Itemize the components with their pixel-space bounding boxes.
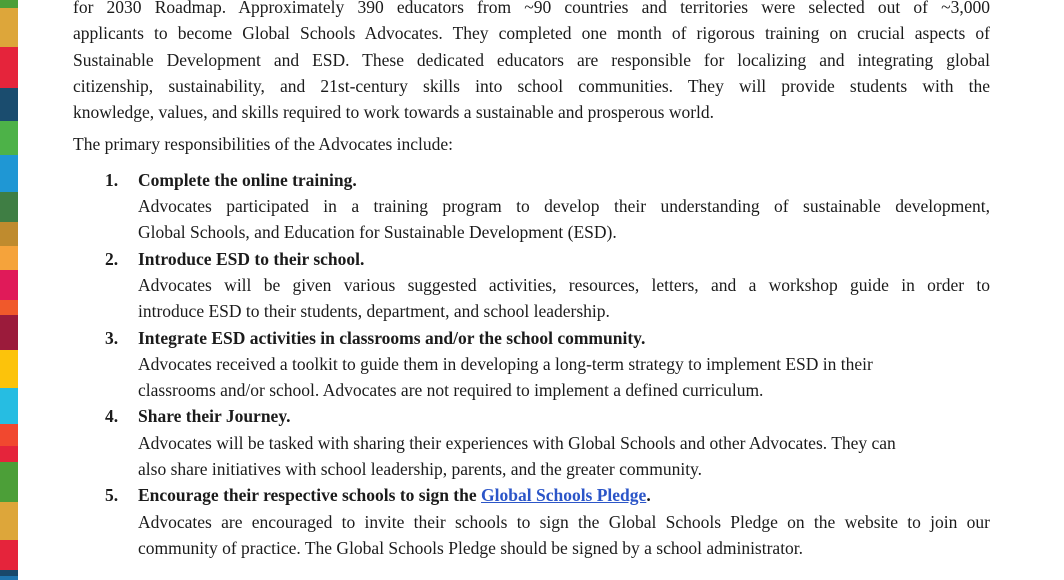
sdg-strip-block [0, 121, 18, 155]
list-item [73, 482, 990, 561]
item-number: 1. [105, 169, 119, 190]
item-body-line: Advocates will be tasked with sharing their experiences with Global Schools and other Advocates. They can [138, 432, 896, 453]
sdg-strip-block [0, 462, 18, 502]
sdg-strip-block [0, 8, 18, 47]
item-number: 2. [105, 248, 119, 269]
item-body-line: introduce ESD to their students, department, and school leadership. [138, 301, 610, 322]
sdg-strip-block [0, 270, 18, 300]
item-body-line: community of practice. The Global Schools Pledge should be signed by a school administrator. [138, 537, 804, 558]
item-heading: Introduce ESD to their school. [138, 248, 365, 269]
responsibilities-list [73, 167, 990, 561]
global-schools-pledge-link[interactable]: Global Schools Pledge [481, 485, 647, 506]
item-body-line: Global Schools, and Education for Sustainable Development (ESD). [138, 222, 617, 243]
paragraph-line: for 2030 Roadmap. Approximately 390 educators from ~90 countries and territories were selected out of ~3,000 [73, 0, 990, 17]
item-number: 3. [105, 327, 119, 348]
item-heading: Share their Journey. [138, 406, 291, 427]
item-body-line: Advocates will be given various suggested activities, resources, letters, and a workshop guide in order to [138, 274, 990, 295]
item-body-line: Advocates are encouraged to invite their schools to sign the Global Schools Pledge on the website to join our [138, 511, 990, 532]
sdg-strip-block [0, 0, 18, 8]
sdg-strip-block [0, 446, 18, 462]
sdg-strip-block [0, 246, 18, 270]
sdg-strip-block [0, 388, 18, 424]
item-number: 5. [105, 485, 119, 506]
item-heading-text: Encourage their respective schools to sign the [138, 485, 482, 506]
item-heading: Integrate ESD activities in classrooms and/or the school community. [138, 327, 646, 348]
list-item [73, 167, 990, 246]
sdg-strip-block [0, 192, 18, 222]
sdg-color-strip [0, 0, 18, 580]
paragraph-line: applicants to become Global Schools Advocates. They completed one month of rigorous training on crucial aspects of [73, 23, 990, 44]
paragraph-line: Sustainable Development and ESD. These dedicated educators are responsible for localizing and integrating global [73, 49, 990, 70]
intro-paragraph [73, 0, 990, 125]
item-heading: Complete the online training. [138, 169, 357, 190]
item-body-line: classrooms and/or school. Advocates are not required to implement a defined curriculum. [138, 380, 764, 401]
item-number: 4. [105, 406, 119, 427]
sdg-strip-block [0, 47, 18, 88]
item-heading-text: . [646, 485, 651, 506]
sdg-strip-block [0, 300, 18, 315]
item-body-line: also share initiatives with school leadership, parents, and the greater community. [138, 459, 703, 480]
lead-in-sentence: The primary responsibilities of the Advocates include: [73, 134, 454, 155]
sdg-strip-block [0, 350, 18, 388]
document-body [73, 0, 990, 561]
sdg-strip-block [0, 88, 18, 121]
sdg-strip-block [0, 540, 18, 570]
sdg-strip-block [0, 424, 18, 446]
sdg-strip-block [0, 155, 18, 192]
sdg-strip-block [0, 502, 18, 540]
paragraph-line: citizenship, sustainability, and 21st-century skills into school communities. They will provide students with the [73, 75, 990, 96]
sdg-strip-block [0, 576, 18, 580]
item-body-line: Advocates received a toolkit to guide them in developing a long-term strategy to implement ESD in their [138, 353, 873, 374]
item-body-line: Advocates participated in a training program to develop their understanding of sustainable development, [138, 196, 990, 217]
paragraph-line: knowledge, values, and skills required to work towards a sustainable and prosperous world. [73, 102, 715, 123]
sdg-strip-block [0, 222, 18, 246]
list-item [73, 403, 990, 482]
list-item [73, 325, 990, 404]
sdg-strip-block [0, 315, 18, 350]
list-item [73, 246, 990, 325]
item-heading [138, 482, 990, 508]
